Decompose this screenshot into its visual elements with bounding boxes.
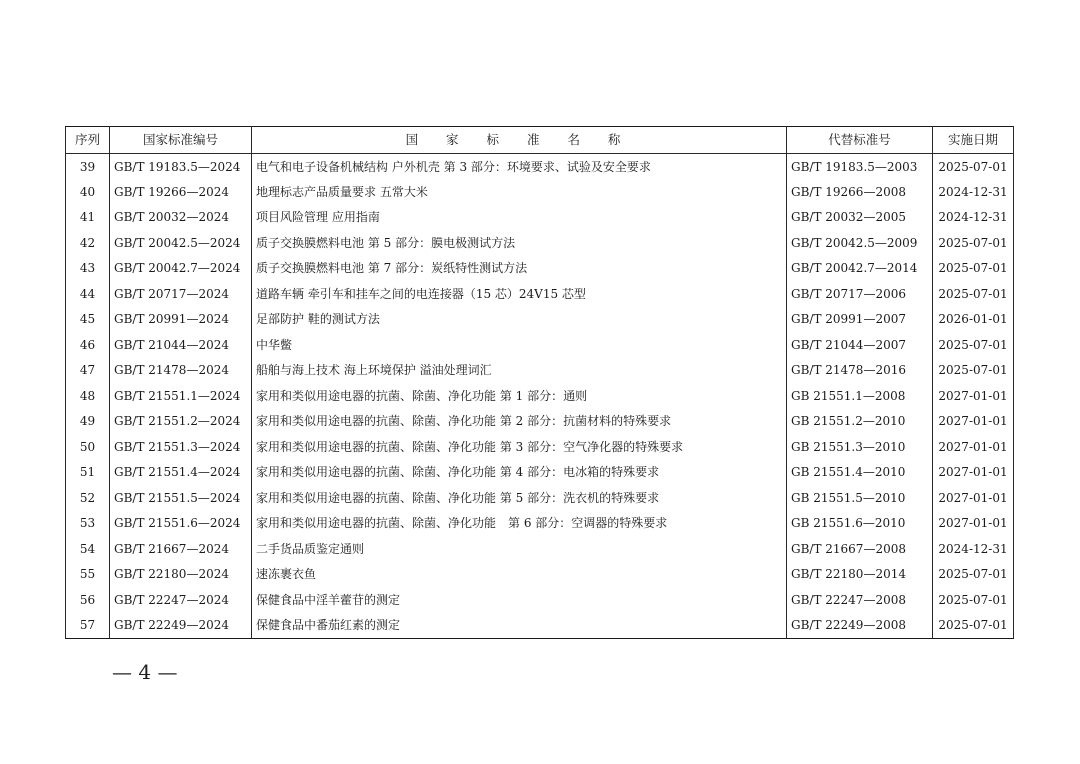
cell-code: GB/T 21478—2024 [110, 358, 252, 384]
cell-seq: 44 [66, 281, 110, 307]
cell-seq: 40 [66, 179, 110, 205]
cell-seq: 54 [66, 536, 110, 562]
cell-code: GB/T 22249—2024 [110, 613, 252, 639]
cell-name: 质子交换膜燃料电池 第 5 部分：膜电极测试方法 [252, 230, 787, 256]
table-row [66, 358, 1014, 384]
cell-date: 2025-07-01 [933, 562, 1014, 588]
cell-name: 速冻裹衣鱼 [252, 562, 787, 588]
cell-code: GB/T 20717—2024 [110, 281, 252, 307]
cell-code: GB/T 21551.2—2024 [110, 409, 252, 435]
cell-seq: 55 [66, 562, 110, 588]
cell-date: 2025-07-01 [933, 256, 1014, 282]
cell-code: GB/T 19266—2024 [110, 179, 252, 205]
cell-replaced: GB 21551.3—2010 [787, 434, 933, 460]
cell-seq: 50 [66, 434, 110, 460]
cell-seq: 39 [66, 154, 110, 180]
table-row [66, 256, 1014, 282]
header-seq: 序列 [66, 127, 110, 154]
cell-date: 2025-07-01 [933, 358, 1014, 384]
table-row [66, 154, 1014, 180]
cell-seq: 57 [66, 613, 110, 639]
cell-name: 道路车辆 牵引车和挂车之间的电连接器（15 芯）24V15 芯型 [252, 281, 787, 307]
cell-code: GB/T 21551.4—2024 [110, 460, 252, 486]
table-row [66, 485, 1014, 511]
cell-replaced: GB/T 20717—2006 [787, 281, 933, 307]
cell-replaced: GB/T 19183.5—2003 [787, 154, 933, 180]
cell-name: 家用和类似用途电器的抗菌、除菌、净化功能 第 1 部分：通则 [252, 383, 787, 409]
cell-name: 保健食品中番茄红素的测定 [252, 613, 787, 639]
table-row [66, 307, 1014, 333]
header-code: 国家标准编号 [110, 127, 252, 154]
cell-seq: 43 [66, 256, 110, 282]
cell-seq: 46 [66, 332, 110, 358]
cell-seq: 53 [66, 511, 110, 537]
header-date: 实施日期 [933, 127, 1014, 154]
cell-code: GB/T 21044—2024 [110, 332, 252, 358]
cell-code: GB/T 21667—2024 [110, 536, 252, 562]
cell-replaced: GB/T 22249—2008 [787, 613, 933, 639]
cell-seq: 47 [66, 358, 110, 384]
cell-code: GB/T 21551.5—2024 [110, 485, 252, 511]
cell-date: 2025-07-01 [933, 613, 1014, 639]
cell-date: 2024-12-31 [933, 179, 1014, 205]
cell-date: 2027-01-01 [933, 485, 1014, 511]
cell-replaced: GB/T 20042.7—2014 [787, 256, 933, 282]
cell-date: 2027-01-01 [933, 409, 1014, 435]
standards-table [65, 126, 1014, 639]
cell-code: GB/T 22247—2024 [110, 587, 252, 613]
table-row [66, 562, 1014, 588]
table-row [66, 409, 1014, 435]
cell-replaced: GB 21551.6—2010 [787, 511, 933, 537]
cell-replaced: GB/T 22180—2014 [787, 562, 933, 588]
table-row [66, 179, 1014, 205]
table-row [66, 587, 1014, 613]
cell-date: 2025-07-01 [933, 332, 1014, 358]
cell-replaced: GB/T 19266—2008 [787, 179, 933, 205]
cell-replaced: GB/T 21667—2008 [787, 536, 933, 562]
cell-name: 中华鳖 [252, 332, 787, 358]
table-row [66, 460, 1014, 486]
cell-code: GB/T 21551.1—2024 [110, 383, 252, 409]
cell-name: 电气和电子设备机械结构 户外机壳 第 3 部分：环境要求、试验及安全要求 [252, 154, 787, 180]
cell-name: 家用和类似用途电器的抗菌、除菌、净化功能 第 4 部分：电冰箱的特殊要求 [252, 460, 787, 486]
table-row [66, 230, 1014, 256]
cell-date: 2025-07-01 [933, 587, 1014, 613]
table-body [66, 154, 1014, 639]
cell-seq: 45 [66, 307, 110, 333]
cell-date: 2024-12-31 [933, 536, 1014, 562]
standards-table-container [65, 126, 1013, 639]
cell-name: 船舶与海上技术 海上环境保护 溢油处理词汇 [252, 358, 787, 384]
cell-date: 2025-07-01 [933, 281, 1014, 307]
cell-date: 2024-12-31 [933, 205, 1014, 231]
cell-seq: 49 [66, 409, 110, 435]
table-row [66, 613, 1014, 639]
cell-code: GB/T 21551.3—2024 [110, 434, 252, 460]
header-replaced: 代替标准号 [787, 127, 933, 154]
cell-seq: 56 [66, 587, 110, 613]
cell-replaced: GB/T 22247—2008 [787, 587, 933, 613]
cell-replaced: GB/T 20042.5—2009 [787, 230, 933, 256]
table-row [66, 536, 1014, 562]
cell-replaced: GB 21551.1—2008 [787, 383, 933, 409]
cell-name: 足部防护 鞋的测试方法 [252, 307, 787, 333]
cell-name: 二手货品质鉴定通则 [252, 536, 787, 562]
cell-code: GB/T 20991—2024 [110, 307, 252, 333]
page-number: — 4 — [112, 660, 178, 684]
cell-date: 2027-01-01 [933, 434, 1014, 460]
cell-replaced: GB/T 20991—2007 [787, 307, 933, 333]
cell-date: 2027-01-01 [933, 460, 1014, 486]
cell-code: GB/T 20042.7—2024 [110, 256, 252, 282]
cell-date: 2025-07-01 [933, 230, 1014, 256]
cell-date: 2026-01-01 [933, 307, 1014, 333]
cell-name: 保健食品中淫羊藿苷的测定 [252, 587, 787, 613]
cell-seq: 48 [66, 383, 110, 409]
cell-replaced: GB/T 21044—2007 [787, 332, 933, 358]
cell-seq: 41 [66, 205, 110, 231]
cell-seq: 52 [66, 485, 110, 511]
cell-date: 2027-01-01 [933, 383, 1014, 409]
table-row [66, 332, 1014, 358]
cell-code: GB/T 21551.6—2024 [110, 511, 252, 537]
table-row [66, 511, 1014, 537]
table-row [66, 434, 1014, 460]
cell-seq: 51 [66, 460, 110, 486]
cell-code: GB/T 20042.5—2024 [110, 230, 252, 256]
cell-name: 地理标志产品质量要求 五常大米 [252, 179, 787, 205]
cell-code: GB/T 19183.5—2024 [110, 154, 252, 180]
header-name: 国 家 标 准 名 称 [252, 127, 787, 154]
cell-date: 2027-01-01 [933, 511, 1014, 537]
cell-name: 家用和类似用途电器的抗菌、除菌、净化功能 第 6 部分：空调器的特殊要求 [252, 511, 787, 537]
table-row [66, 383, 1014, 409]
cell-replaced: GB 21551.5—2010 [787, 485, 933, 511]
cell-seq: 42 [66, 230, 110, 256]
cell-replaced: GB/T 21478—2016 [787, 358, 933, 384]
cell-name: 质子交换膜燃料电池 第 7 部分：炭纸特性测试方法 [252, 256, 787, 282]
cell-code: GB/T 22180—2024 [110, 562, 252, 588]
table-row [66, 205, 1014, 231]
table-header-row [66, 127, 1014, 154]
cell-replaced: GB 21551.2—2010 [787, 409, 933, 435]
cell-replaced: GB/T 20032—2005 [787, 205, 933, 231]
cell-name: 家用和类似用途电器的抗菌、除菌、净化功能 第 5 部分：洗衣机的特殊要求 [252, 485, 787, 511]
cell-replaced: GB 21551.4—2010 [787, 460, 933, 486]
cell-name: 项目风险管理 应用指南 [252, 205, 787, 231]
table-row [66, 281, 1014, 307]
cell-name: 家用和类似用途电器的抗菌、除菌、净化功能 第 3 部分：空气净化器的特殊要求 [252, 434, 787, 460]
cell-date: 2025-07-01 [933, 154, 1014, 180]
cell-name: 家用和类似用途电器的抗菌、除菌、净化功能 第 2 部分：抗菌材料的特殊要求 [252, 409, 787, 435]
cell-code: GB/T 20032—2024 [110, 205, 252, 231]
